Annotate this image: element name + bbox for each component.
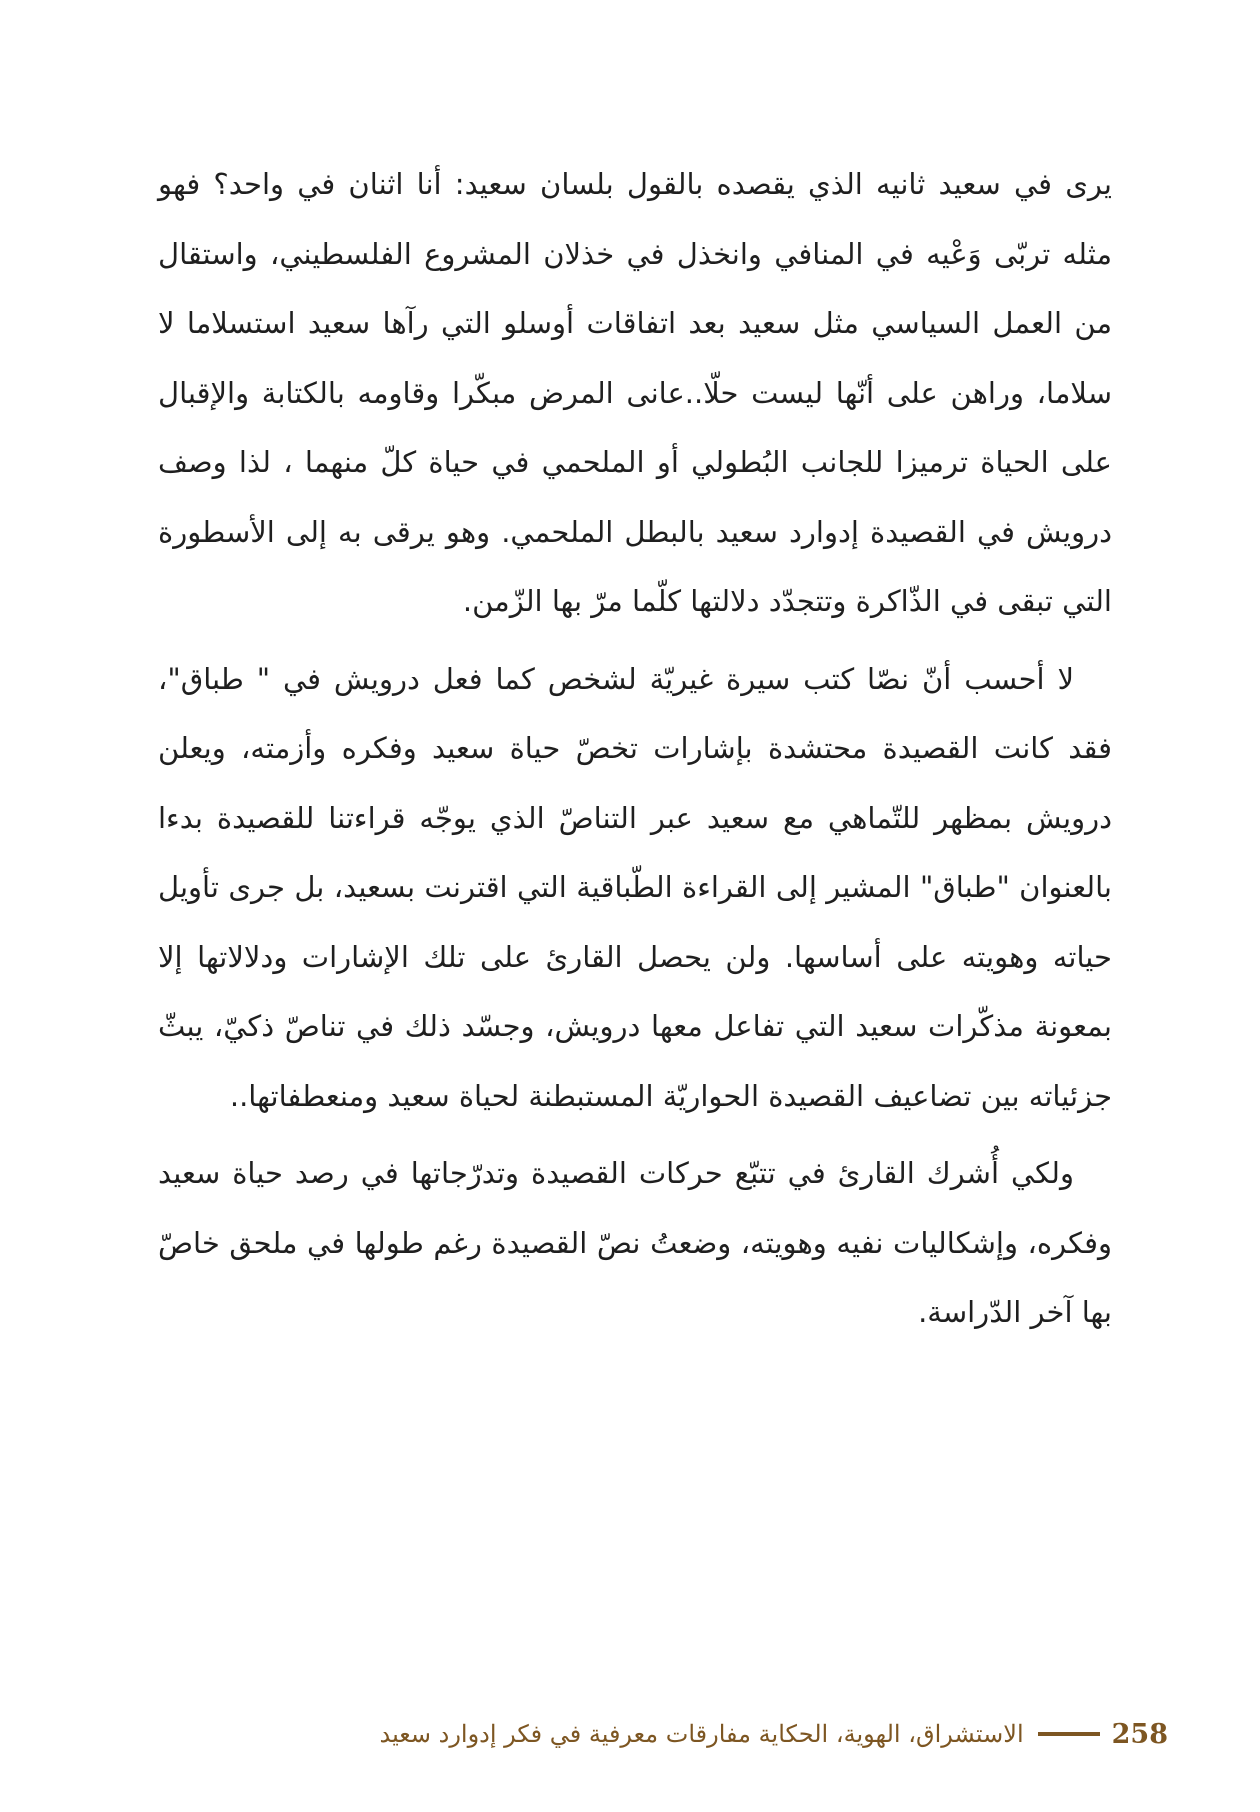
paragraph-3: ولكي أُشرك القارئ في تتبّع حركات القصيدة وتدرّجاتها في رصد حياة سعيد وفكره، وإشكاليات نفيه وهويته، وضعتُ نصّ القصيدة رغم طولها في ملحق خاصّ بها آخر الدّراسة. — [158, 1156, 1112, 1329]
running-title: الاستشراق، الهوية، الحكاية مفارقات معرفية في فكر إدوارد سعيد — [379, 1720, 1024, 1748]
footer-divider — [1038, 1732, 1100, 1736]
paragraph-2: لا أحسب أنّ نصّا كتب سيرة غيريّة لشخص كما فعل درويش في " طباق"، فقد كانت القصيدة محتشدة بإشارات تخصّ حياة سعيد وفكره وأزمته، ويعلن درويش بمظهر للتّماهي مع سعيد عبر التناصّ الذي يوجّه قراءتنا للقصيدة بدءا بالعنوان "طباق" المشير إلى القراءة الطّباقية التي اقترنت بسعيد، بل جرى تأويل حياته وهويته على أساسها. ولن يحصل القارئ على تلك الإشارات ودلالاتها إلا بمعونة مذكّرات سعيد التي تفاعل معها درويش، وجسّد ذلك في تناصّ ذكيّ، يبثّ جزئياته بين تضاعيف القصيدة الحواريّة المستبطنة لحياة سعيد ومنعطفاتها.. — [158, 661, 1112, 1113]
page-footer — [379, 1716, 1168, 1752]
page-number: 258 — [1111, 1718, 1168, 1750]
paragraph-1: يرى في سعيد ثانيه الذي يقصده بالقول بلسان سعيد: أنا اثنان في واحد؟ فهو مثله تربّى وَعْيه في المنافي وانخذل في خذلان المشروع الفلسطيني، واستقال من العمل السياسي مثل سعيد بعد اتفاقات أوسلو التي رآها سعيد استسلاما لا سلاما، وراهن على أنّها ليست حلّا..عانى المرض مبكّرا وقاومه بالكتابة والإقبال على الحياة ترميزا للجانب البُطولي أو الملحمي في حياة كلّ منهما ، لذا وصف درويش في القصيدة إدوارد سعيد بالبطل الملحمي. وهو يرقى به إلى الأسطورة التي تبقى في الذّاكرة وتتجدّد دلالتها كلّما مرّ بها الزّمن. — [158, 167, 1112, 618]
body-text — [158, 150, 1112, 1356]
